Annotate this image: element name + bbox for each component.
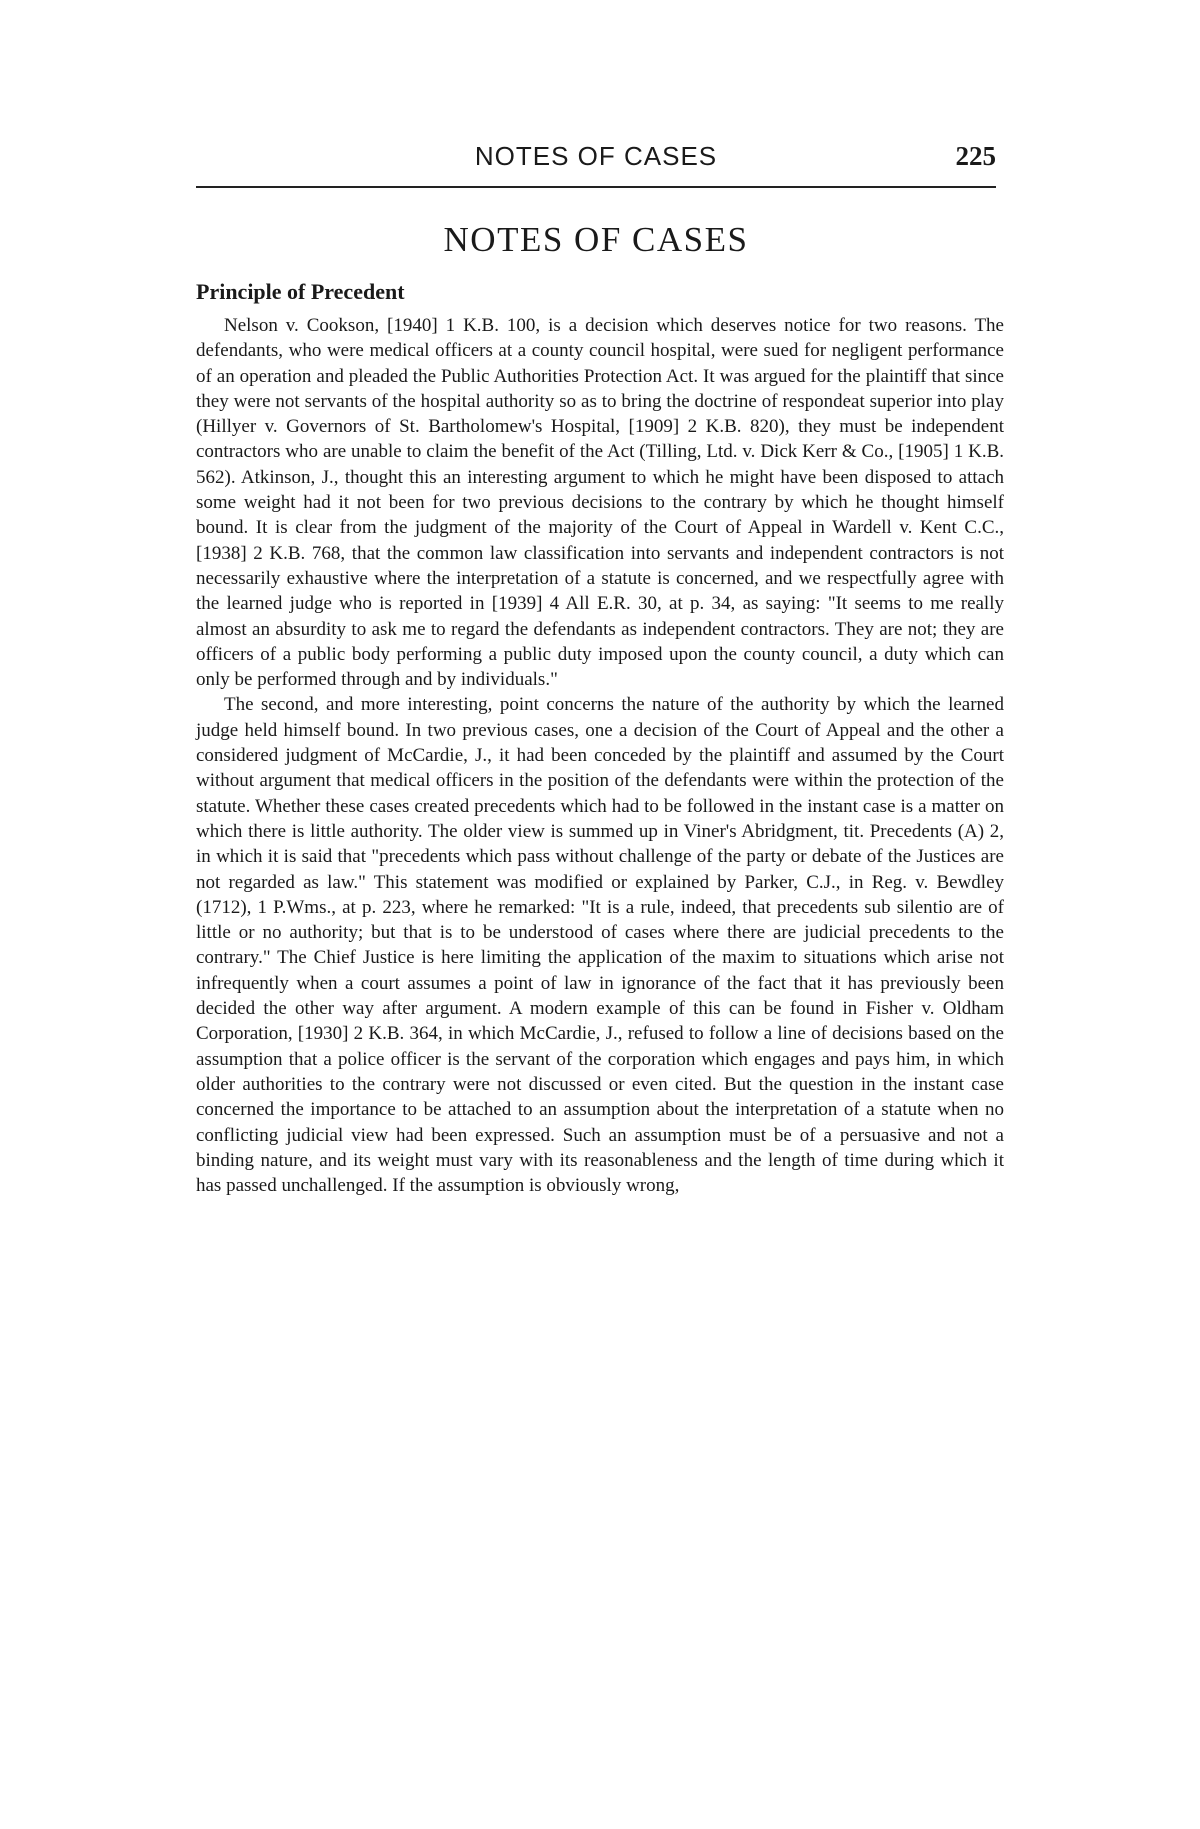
page-number: 225 — [955, 141, 996, 171]
paragraph-2: The second, and more interesting, point concerns the nature of the authority by which the learned judge held himself bound. In two previous cases, one a decision of the Court of Appeal and the other a considered judgment of McCardie, J., it had been conceded by the plaintiff and assumed by the Court without argument that medical officers in the position of the defendants were within the protection of the statute. Whether these cases created precedents which had to be followed in the instant case is a matter on which there is little authority. The older view is summed up in Viner's Abridgment, tit. Precedents (A) 2, in which it is said that "precedents which pass without challenge of the party or debate of the Justices are not regarded as law." This statement was modified or explained by Parker, C.J., in Reg. v. Bewdley (1712), 1 P.Wms., at p. 223, where he remarked: "It is a rule, indeed, that precedents sub silentio are of little or no authority; but that is to be understood of cases where there are judicial precedents to the contrary." The Chief Justice is here limiting the application of the maxim to situations which arise not infrequently when a court assumes a point of law in ignorance of the fact that it has previously been decided the other way after argument. A modern example of this can be found in Fisher v. Oldham Corporation, [1930] 2 K.B. 364, in which McCardie, J., refused to follow a line of decisions based on the assumption that a police officer is the servant of the corporation which engages and pays him, in which older authorities to the contrary were not discussed or even cited. But the question in the instant case concerned the importance to be attached to an assumption about the interpretation of a statute when no conflicting judicial view had been expressed. Such an assumption must be of a persuasive and not a binding nature, and its weight must vary with its reasonableness and the length of time during which it has passed unchallenged. If the assumption is obviously wrong, — [196, 694, 1004, 1197]
running-header — [196, 140, 996, 184]
subsection-title: Principle of Precedent — [196, 279, 405, 304]
section-title: NOTES OF CASES — [443, 220, 749, 259]
body-text — [196, 313, 1004, 1198]
running-title: NOTES OF CASES — [474, 141, 718, 171]
paragraph-1: Nelson v. Cookson, [1940] 1 K.B. 100, is a decision which deserves notice for two reasons. The defendants, who were medical officers at a county council hospital, were sued for negligent performance of an operation and pleaded the Public Authorities Protection Act. It was argued for the plaintiff that since they were not servants of the hospital authority so as to bring the doctrine of respondeat superior into play (Hillyer v. Governors of St. Bartholomew's Hospital, [1909] 2 K.B. 820), they must be independent contractors who are unable to claim the benefit of the Act (Tilling, Ltd. v. Dick Kerr & Co., [1905] 1 K.B. 562). Atkinson, J., thought this an interesting argument to which he might have been disposed to attach some weight had it not been for two previous decisions to the contrary by which he thought himself bound. It is clear from the judgment of the majority of the Court of Appeal in Wardell v. Kent C.C., [1938] 2 K.B. 768, that the common law classification into servants and independent contractors is not necessarily exhaustive where the interpretation of a statute is concerned, and we respectfully agree with the learned judge who is reported in [1939] 4 All E.R. 30, at p. 34, as saying: "It seems to me really almost an absurdity to ask me to regard the defendants as independent contractors. They are not; they are officers of a public body performing a public duty imposed upon the county council, a duty which can only be performed through and by individuals." — [196, 315, 1004, 691]
header-rule — [196, 186, 996, 188]
